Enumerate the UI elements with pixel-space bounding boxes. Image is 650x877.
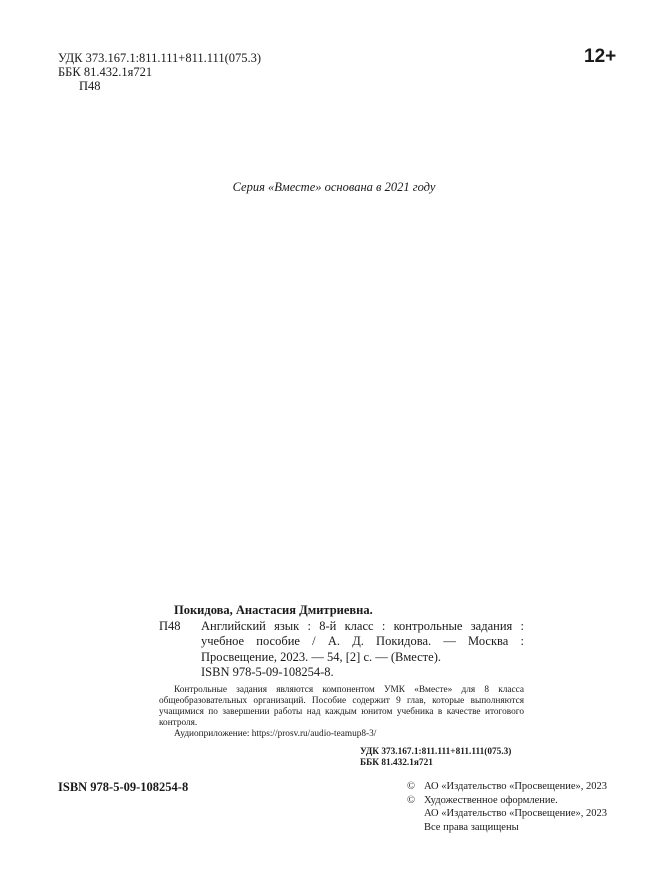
bbk-code: ББК 81.432.1я721 — [58, 65, 153, 79]
udk-code: УДК 373.167.1:811.111+811.111(075.3) — [58, 51, 262, 65]
catalog-description-row — [159, 619, 524, 666]
catalog-audio-link: Аудиоприложение: https://prosv.ru/audio-teamup8-3/ — [174, 728, 377, 739]
copyright-design-publisher: АО «Издательство «Просвещение», 2023 — [424, 808, 608, 819]
catalog-classification — [159, 747, 524, 770]
classification-block — [58, 51, 261, 93]
age-rating-badge: 12+ — [584, 46, 617, 67]
copyright-row-publisher — [407, 780, 607, 794]
copyright-row-design — [407, 794, 607, 808]
series-note: Серия «Вместе» основана в 2021 году — [232, 180, 436, 194]
catalog-isbn: ISBN 978-5-09-108254-8. — [201, 665, 334, 679]
catalog-code: П48 — [159, 618, 181, 633]
copyright-rights: Все права защищены — [424, 821, 519, 833]
catalog-description: Английский язык : 8-й класс : контрольные задания : учебное пособие / А. Д. Покидова. — Москва : Просвещение, 2023. — 54, [2] с. — (Вместе). — [201, 618, 524, 664]
catalog-author: Покидова, Анастасия Дмитриевна. — [174, 603, 373, 617]
copyright-icon: © — [407, 781, 415, 792]
catalog-bbk: ББК 81.432.1я721 — [360, 758, 433, 768]
catalog-udk: УДК 373.167.1:811.111+811.111(075.3) — [360, 746, 512, 757]
book-isbn: ISBN 978-5-09-108254-8 — [58, 780, 189, 794]
author-sign-code: П48 — [79, 79, 101, 93]
catalog-annotation: Контрольные задания являются компонентом УМК «Вместе» для 8 класса общеобразовательных организаций. Пособие содержит 9 глав, которые выполняются учащимися по завершении работы над каждым юнитом учебника в качестве итогового контроля. — [159, 684, 524, 728]
copyright-icon: © — [407, 794, 415, 806]
copyright-block — [407, 780, 607, 834]
copyright-publisher: АО «Издательство «Просвещение», 2023 — [424, 781, 608, 792]
copyright-design: Художественное оформление. — [424, 794, 558, 806]
catalog-card — [159, 603, 524, 770]
